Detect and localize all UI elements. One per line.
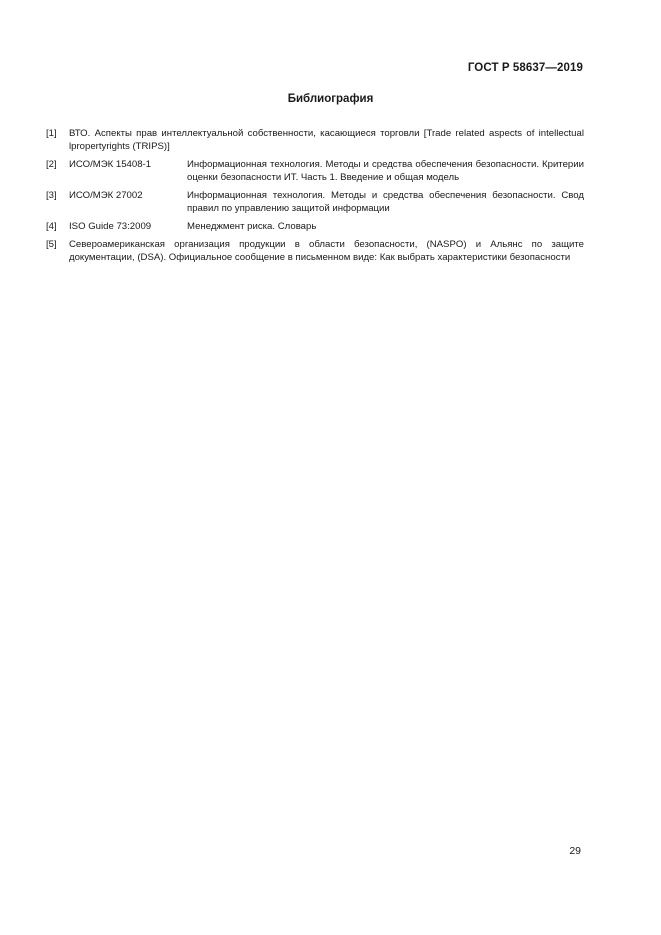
bibliography-list (46, 127, 584, 269)
entry-text: Североамериканская организация продукции в области безопасности, (NASPO) и Альянс по защите документации, (DSA). Официальное сообщение в письменном виде: Как выбрать характеристики безопасности (69, 239, 584, 263)
entry-document: ИСО/МЭК 15408-1 (69, 159, 152, 170)
entry-number: [5] (46, 239, 57, 250)
bibliography-entry-2 (46, 158, 584, 184)
entry-document: ISO Guide 73:2009 (69, 221, 152, 232)
entry-number: [1] (46, 128, 57, 139)
bibliography-entry-5 (46, 238, 584, 264)
entry-description: Информационная технология. Методы и средства обеспечения безопасности. Свод правил по управлению защитой информации (187, 190, 584, 214)
bibliography-entry-1 (46, 127, 584, 153)
entry-description: Информационная технология. Методы и средства обеспечения безопасности. Критерии оценки безопасности ИТ. Часть 1. Введение и общая модель (187, 159, 584, 183)
bibliography-title: Библиография (287, 93, 374, 105)
entry-text: ВТО. Аспекты прав интеллектуальной собственности, касающиеся торговли [Trade related aspects of intellectual lpropertyrights (TRIPS)] (69, 128, 584, 152)
entry-number: [2] (46, 159, 57, 170)
entry-document: ИСО/МЭК 27002 (69, 190, 143, 201)
page-number: 29 (569, 845, 581, 857)
bibliography-entry-4 (46, 220, 584, 233)
entry-number: [3] (46, 190, 57, 201)
bibliography-entry-3 (46, 189, 584, 215)
entry-description: Менеджмент риска. Словарь (187, 221, 317, 232)
entry-number: [4] (46, 221, 57, 232)
standard-code: ГОСТ Р 58637—2019 (467, 62, 583, 74)
